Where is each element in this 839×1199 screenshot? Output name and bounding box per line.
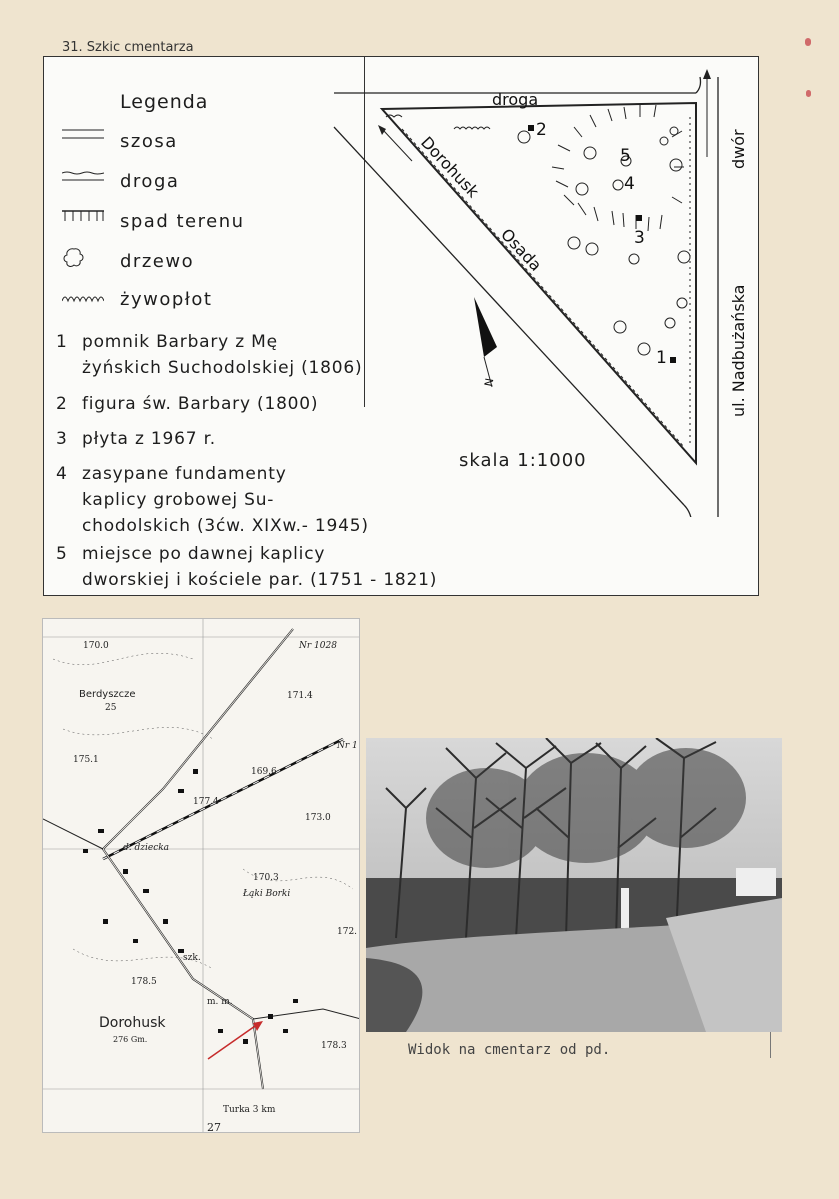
map-elevation: 169.6 — [251, 767, 277, 777]
legend-label: żywopłot — [120, 289, 213, 310]
marker-4: 4 — [624, 174, 635, 194]
marker-1: 1 — [656, 348, 667, 368]
map-elevation: 177.4 — [193, 797, 219, 807]
photo-image — [366, 738, 782, 1032]
marker-5: 5 — [620, 146, 631, 166]
road-right-label: ul. Nadbużańska — [729, 284, 748, 417]
note-2: 2 figura św. Barbary (1800) — [56, 394, 319, 414]
marker-3: 3 — [634, 228, 645, 248]
topographic-map — [42, 618, 360, 1133]
note-5: 5 miejsce po dawnej kaplicy dworskiej i kościele par. (1751 - 1821) — [56, 544, 438, 590]
map-elevation: 178.5 — [131, 977, 157, 987]
map-label-dziecka: d. dziecka — [123, 843, 170, 853]
tree-icon — [62, 247, 86, 269]
red-stamp-mark — [805, 38, 811, 46]
map-elevation: 178.3 — [321, 1041, 347, 1051]
map-road-number: Nr 1 — [337, 741, 358, 751]
cemetery-photo — [366, 738, 782, 1032]
note-4: 4 zasypane fundamenty kaplicy grobowej Su- chodolskich (3ćw. XIXw.- 1945) — [56, 464, 369, 536]
double-line-icon — [62, 127, 104, 141]
legend-label: droga — [120, 171, 180, 192]
note-1: 1 pomnik Barbary z Mę żyńskich Suchodolskiej (1806) — [56, 332, 363, 378]
wavy-line-icon — [62, 169, 104, 183]
map-elevation: 170.3 — [253, 873, 279, 883]
red-stamp-mark — [806, 90, 811, 97]
marker-2: 2 — [536, 120, 547, 140]
map-elevation: 175.1 — [73, 755, 99, 765]
map-elevation: 172. — [337, 927, 358, 937]
legend-label: spad terenu — [120, 211, 245, 232]
map-place-dorohusk-sub: 276 Gm. — [113, 1035, 148, 1044]
map-elevation: 173.0 — [305, 813, 331, 823]
road-top-label: droga — [492, 90, 539, 109]
legend-label: szosa — [120, 131, 178, 152]
cemetery-plan-drawing — [324, 57, 758, 517]
map-place-berdyszcze: Berdyszcze — [79, 689, 136, 700]
legend-label: drzewo — [120, 251, 195, 272]
map-place-number: 25 — [105, 703, 117, 713]
scale-label: skala 1:1000 — [459, 450, 587, 471]
map-elevation: 170.0 — [83, 641, 109, 651]
map-label-mm: m. m. — [207, 997, 233, 1007]
cemetery-sketch-panel — [43, 56, 759, 596]
photo-caption: Widok na cmentarz od pd. — [408, 1042, 611, 1058]
map-label-turka: Turka 3 km — [223, 1105, 276, 1115]
road-diagonal-label: Dorohusk — [417, 132, 483, 202]
map-label-laki: Łąki Borki — [243, 889, 291, 899]
map-place-dorohusk: Dorohusk — [99, 1015, 166, 1031]
north-label: N — [482, 377, 497, 388]
map-elevation: 171.4 — [287, 691, 313, 701]
map-road-number: Nr 1028 — [299, 641, 337, 651]
margin-mark — [770, 1032, 771, 1058]
hedge-icon — [62, 291, 104, 305]
map-label-school: szk. — [183, 953, 201, 963]
legend-title: Legenda — [120, 91, 209, 113]
road-diagonal-label-2: Osada — [497, 224, 546, 275]
slope-hatch-icon — [62, 209, 104, 223]
road-right-end-label: dwór — [729, 129, 748, 169]
note-3: 3 płyta z 1967 r. — [56, 429, 216, 449]
page-title: 31. Szkic cmentarza — [62, 40, 194, 55]
map-page-number: 27 — [207, 1121, 221, 1133]
